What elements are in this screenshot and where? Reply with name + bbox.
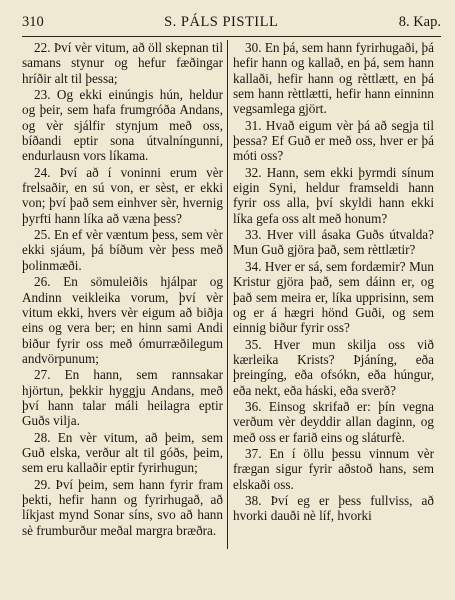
- verse-35: 35. Hver mun skilja oss við kærleika Krists? Þjáníng, eða þreingíng, eða ofsókn, eða húngur, eða nekt, eða háski, eða sverð?: [233, 336, 434, 398]
- page-number: 310: [22, 14, 44, 30]
- verse-24: 24. Því að í voninni erum vèr frelsaðir, en sú von, er sèst, er ekki von; því það sem einhver sèr, hvernig þyrfti hann líka að væna þess?: [22, 164, 223, 226]
- chapter-label: 8. Kap.: [398, 14, 441, 30]
- verse-26: 26. En sömuleiðis hjálpar og Andinn veikleika vorum, því vèr vitum ekki, hvers vèr eigum að biðja eins og vera ber; en hinn sami Andi biður fyrir oss með ómurræðilegum andvörpunum;: [22, 274, 223, 366]
- right-column: [233, 40, 434, 539]
- text-columns: [22, 40, 441, 539]
- running-title: S. PÁLS PISTILL: [164, 14, 279, 30]
- verse-25: 25. En ef vèr væntum þess, sem vèr ekki sjáum, þá bíðum vèr þess með þolinmæði.: [22, 227, 223, 273]
- verse-22: 22. Því vèr vitum, að öll skepnan til samans stynur og hefur fæðingar hríðir alt til þessa;: [22, 40, 223, 86]
- verse-29: 29. Því þeim, sem hann fyrir fram þekti, hefir hann og fyrirhugað, að líkjast mynd Sonar síns, svo að hann sè frumburður meðal margra bræðra.: [22, 476, 223, 538]
- verse-31: 31. Hvað eigum vèr þá að segja til þessa? Ef Guð er með oss, hver er þá móti oss?: [233, 117, 434, 164]
- verse-37: 37. En í öllu þessu vinnum vèr frægan sigur fyrir aðstoð hans, sem elskaði oss.: [233, 445, 434, 492]
- verse-34: 34. Hver er sá, sem fordæmir? Mun Kristur gjöra það, sem dáinn er, og það sem meira er, líka upprisinn, sem og er á hægri hönd Guði, og sem einnig biður fyrir oss?: [233, 258, 434, 336]
- verse-32: 32. Hann, sem ekki þyrmdi sínum eigin Syni, heldur framseldi hann fyrir oss alla, því skyldi hann ekki líka gefa oss alt með honum?: [233, 164, 434, 226]
- verse-30: 30. En þá, sem hann fyrirhugaði, þá hefir hann og kallað, en þá, sem hann kallaði, hefir hann og rèttlætt, en þá sem hann rèttlætti, hefir hann einninn vegsamlega gjört.: [233, 40, 434, 117]
- verse-28: 28. En vèr vitum, að þeim, sem Guð elska, verður alt til góðs, þeim, sem eru kallaðir eptir fyrirhugun;: [22, 429, 223, 476]
- verse-33: 33. Hver vill ásaka Guðs útvalda? Mun Guð gjöra það, sem rèttlætir?: [233, 227, 434, 258]
- header-rule: [22, 36, 441, 37]
- page-header: [22, 14, 441, 36]
- verse-23: 23. Og ekki einúngis hún, heldur og þeir, sem hafa frumgróða Andans, og vèr sjálfir stynjum með oss, bíðandi eptir sona útvalníngunni, endurlausn vors líkama.: [22, 87, 223, 164]
- left-column: [22, 40, 223, 539]
- verse-27: 27. En hann, sem rannsakar hjörtun, þekkir hyggju Andans, með því hann talar máli heilagra eptir Guðs vilja.: [22, 367, 223, 429]
- verse-38: 38. Því eg er þess fullviss, að hvorki dauði nè líf, hvorki: [233, 492, 434, 524]
- column-divider: [227, 40, 228, 549]
- verse-36: 36. Einsog skrifað er: þín vegna verðum vèr deyddir allan daginn, og með oss er farið eins og sláturfè.: [233, 398, 434, 445]
